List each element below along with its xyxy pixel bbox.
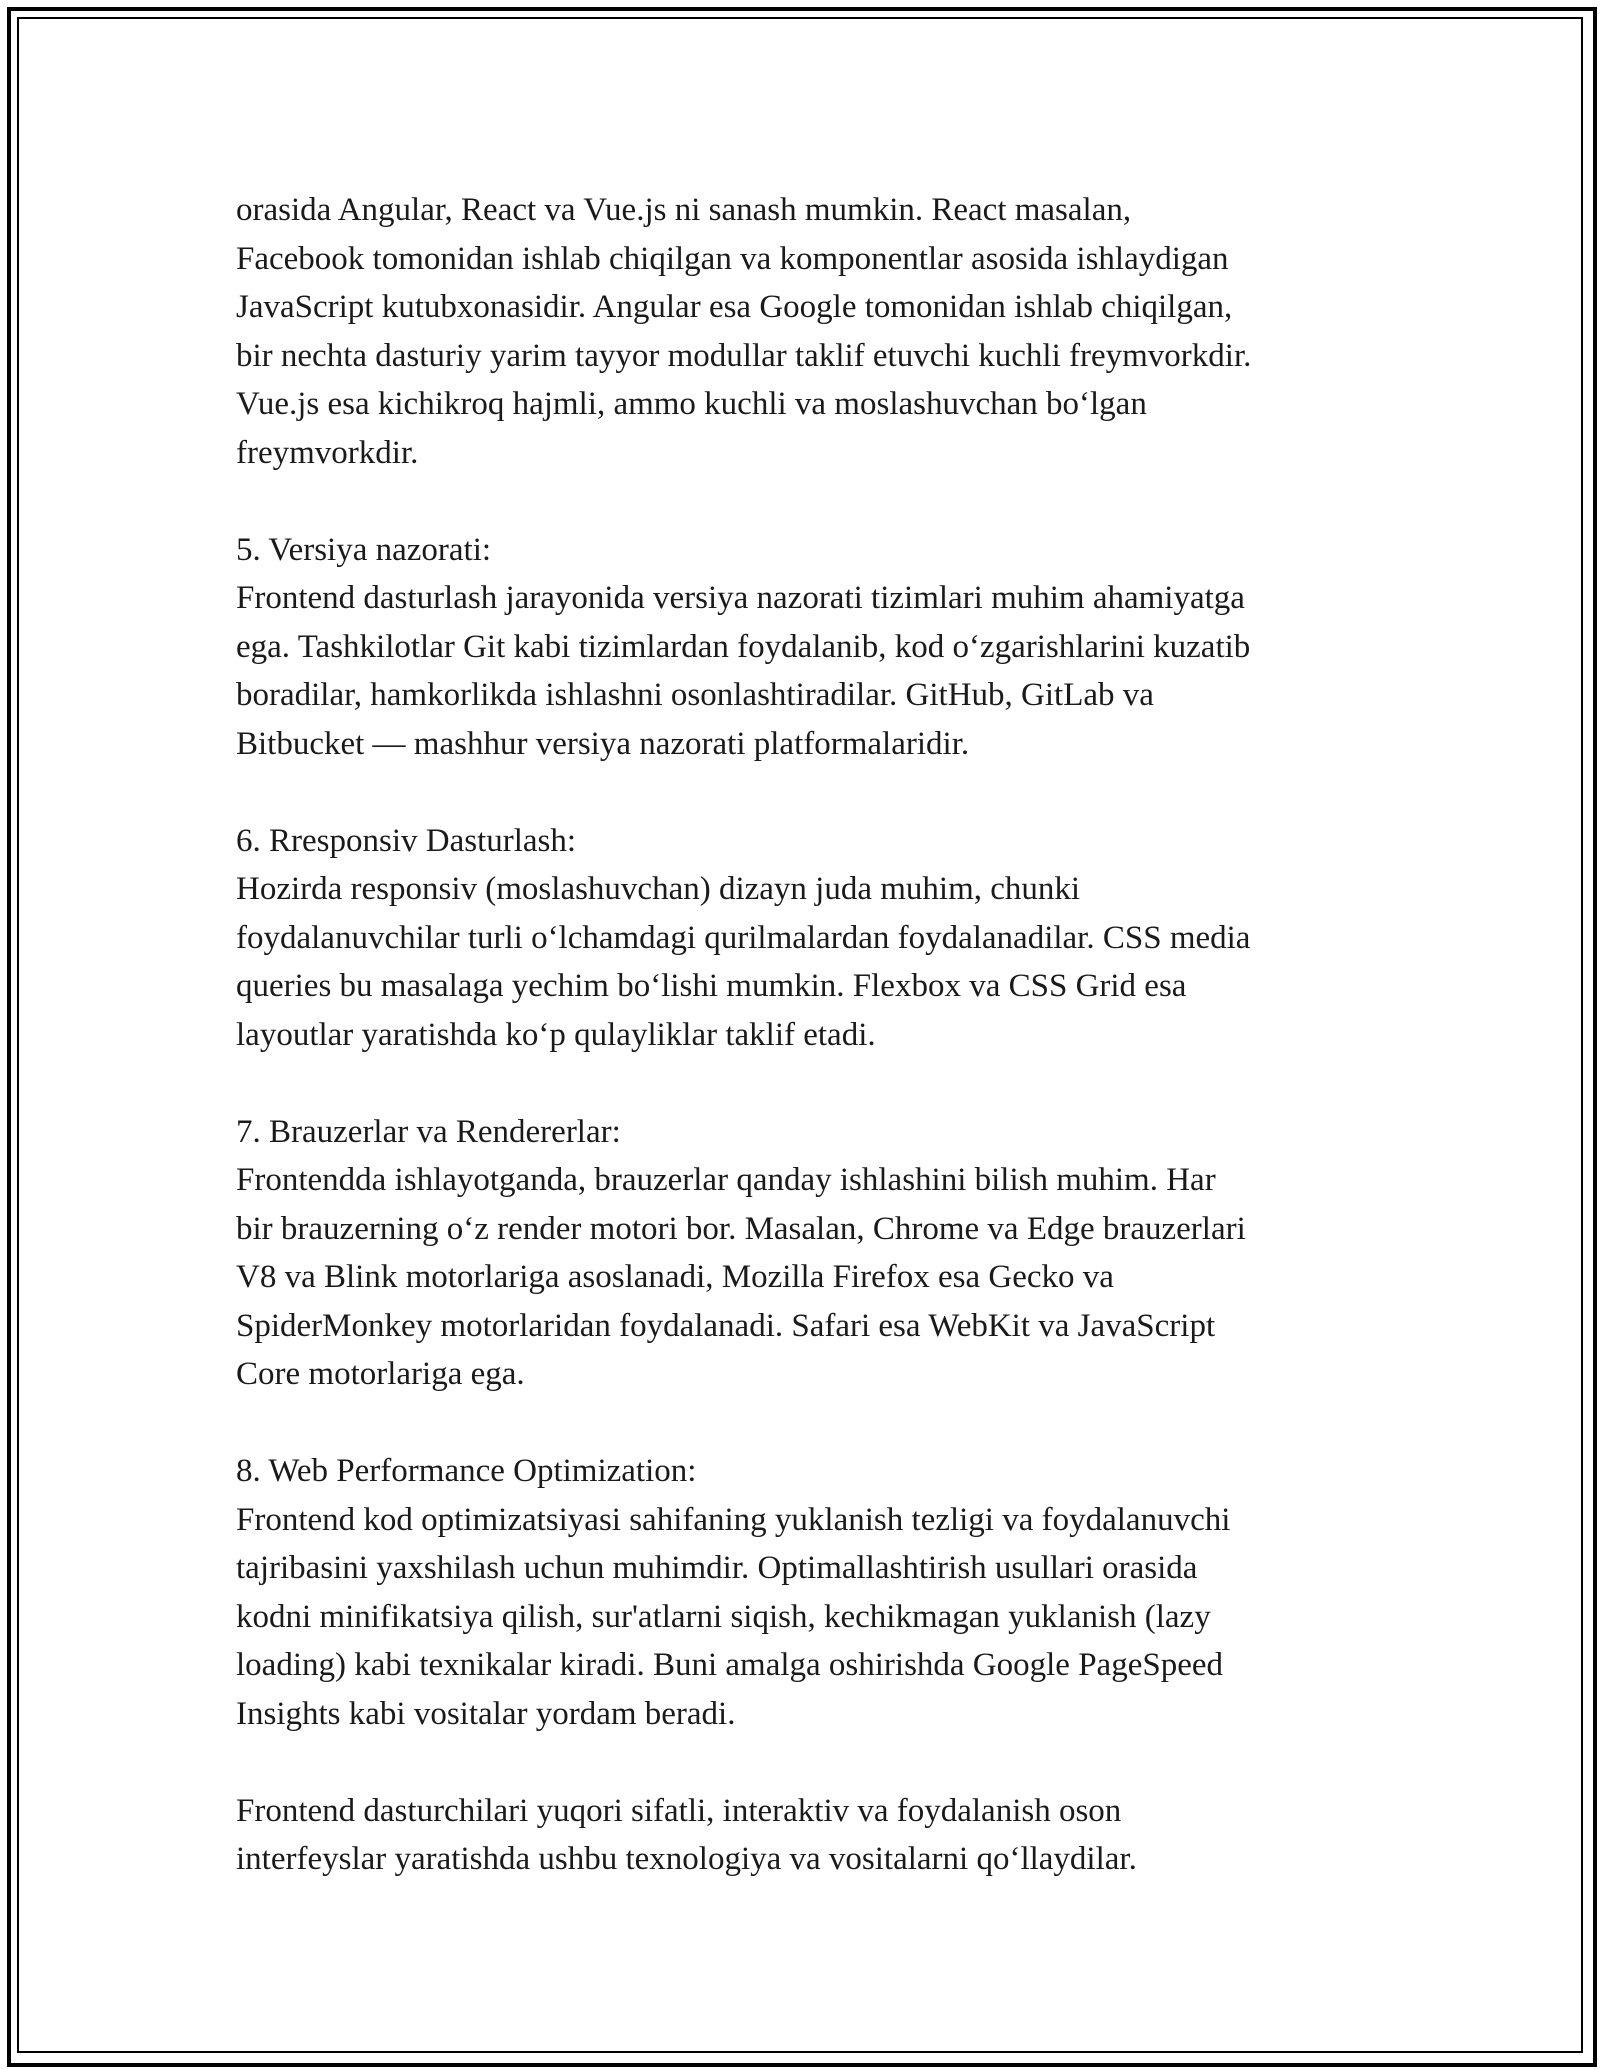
section-heading: 6. Rresponsiv Dasturlash: [236,822,577,859]
text-line: Core motorlariga ega. [236,1356,525,1392]
text-line: Insights kabi vositalar yordam beradi. [236,1695,736,1732]
section-browsers [236,1108,1376,1399]
text-line: Bitbucket — mashhur versiya nazorati platformalaridir. [236,725,970,762]
text-line: foydalanuvchilar turli o‘lchamdagi qurilmalardan foydalanadilar. CSS media [236,919,1251,956]
text-line: Frontend dasturlash jarayonida versiya nazorati tizimlari muhim ahamiyatga [236,580,1245,616]
text-line: ega. Tashkilotlar Git kabi tizimlardan foydalanib, kod o‘zgarishlarini kuzatib [236,628,1251,665]
document-body [236,186,1376,1932]
section-responsive [236,817,1376,1060]
text-line: interfeyslar yaratishda ushbu texnologiya va vositalarni qo‘llaydilar. [236,1841,1137,1877]
text-line: bir brauzerning o‘z render motori bor. Masalan, Chrome va Edge brauzerlari [236,1210,1246,1247]
text-line: orasida Angular, React va Vue.js ni sanash mumkin. React masalan, [236,192,1132,228]
section-heading: 8. Web Performance Optimization: [236,1453,697,1489]
section-heading: 5. Versiya nazorati: [236,531,492,568]
section-performance [236,1447,1376,1738]
text-line: Facebook tomonidan ishlab chiqilgan va komponentlar asosida ishlaydigan [236,240,1229,277]
text-line: JavaScript kutubxonasidir. Angular esa Google tomonidan ishlab chiqilgan, [236,289,1233,325]
text-line: Hozirda responsiv (moslashuvchan) dizayn juda muhim, chunki [236,871,1081,907]
text-line: SpiderMonkey motorlaridan foydalanadi. Safari esa WebKit va JavaScript [236,1307,1216,1344]
text-line: V8 va Blink motorlariga asoslanadi, Mozilla Firefox esa Gecko va [236,1259,1114,1295]
section-heading: 7. Brauzerlar va Rendererlar: [236,1113,621,1150]
text-line: boradilar, hamkorlikda ishlashni osonlashtiradilar. GitHub, GitLab va [236,677,1154,713]
text-line: Frontend dasturchilari yuqori sifatli, interaktiv va foydalanish oson [236,1792,1122,1829]
text-line: queries bu masalaga yechim bo‘lishi mumkin. Flexbox va CSS Grid esa [236,968,1187,1004]
intro-paragraph [236,186,1376,477]
text-line: kodni minifikatsiya qilish, sur'atlarni siqish, kechikmagan yuklanish (lazy [236,1598,1211,1635]
text-line: loading) kabi texnikalar kiradi. Buni amalga oshirishda Google PageSpeed [236,1647,1224,1683]
closing-paragraph [236,1787,1376,1884]
text-line: layoutlar yaratishda ko‘p qulayliklar taklif etadi. [236,1016,876,1053]
text-line: Frontend kod optimizatsiyasi sahifaning yuklanish tezligi va foydalanuvchi [236,1501,1231,1538]
text-line: freymvorkdir. [236,434,419,471]
text-line: tajribasini yaxshilash uchun muhimdir. Optimallashtirish usullari orasida [236,1550,1198,1586]
text-line: bir nechta dasturiy yarim tayyor modullar taklif etuvchi kuchli freymvorkdir. [236,337,1252,374]
text-line: Vue.js esa kichikroq hajmli, ammo kuchli va moslashuvchan bo‘lgan [236,386,1147,422]
section-version-control [236,526,1376,769]
text-line: Frontendda ishlayotganda, brauzerlar qanday ishlashini bilish muhim. Har [236,1162,1216,1198]
